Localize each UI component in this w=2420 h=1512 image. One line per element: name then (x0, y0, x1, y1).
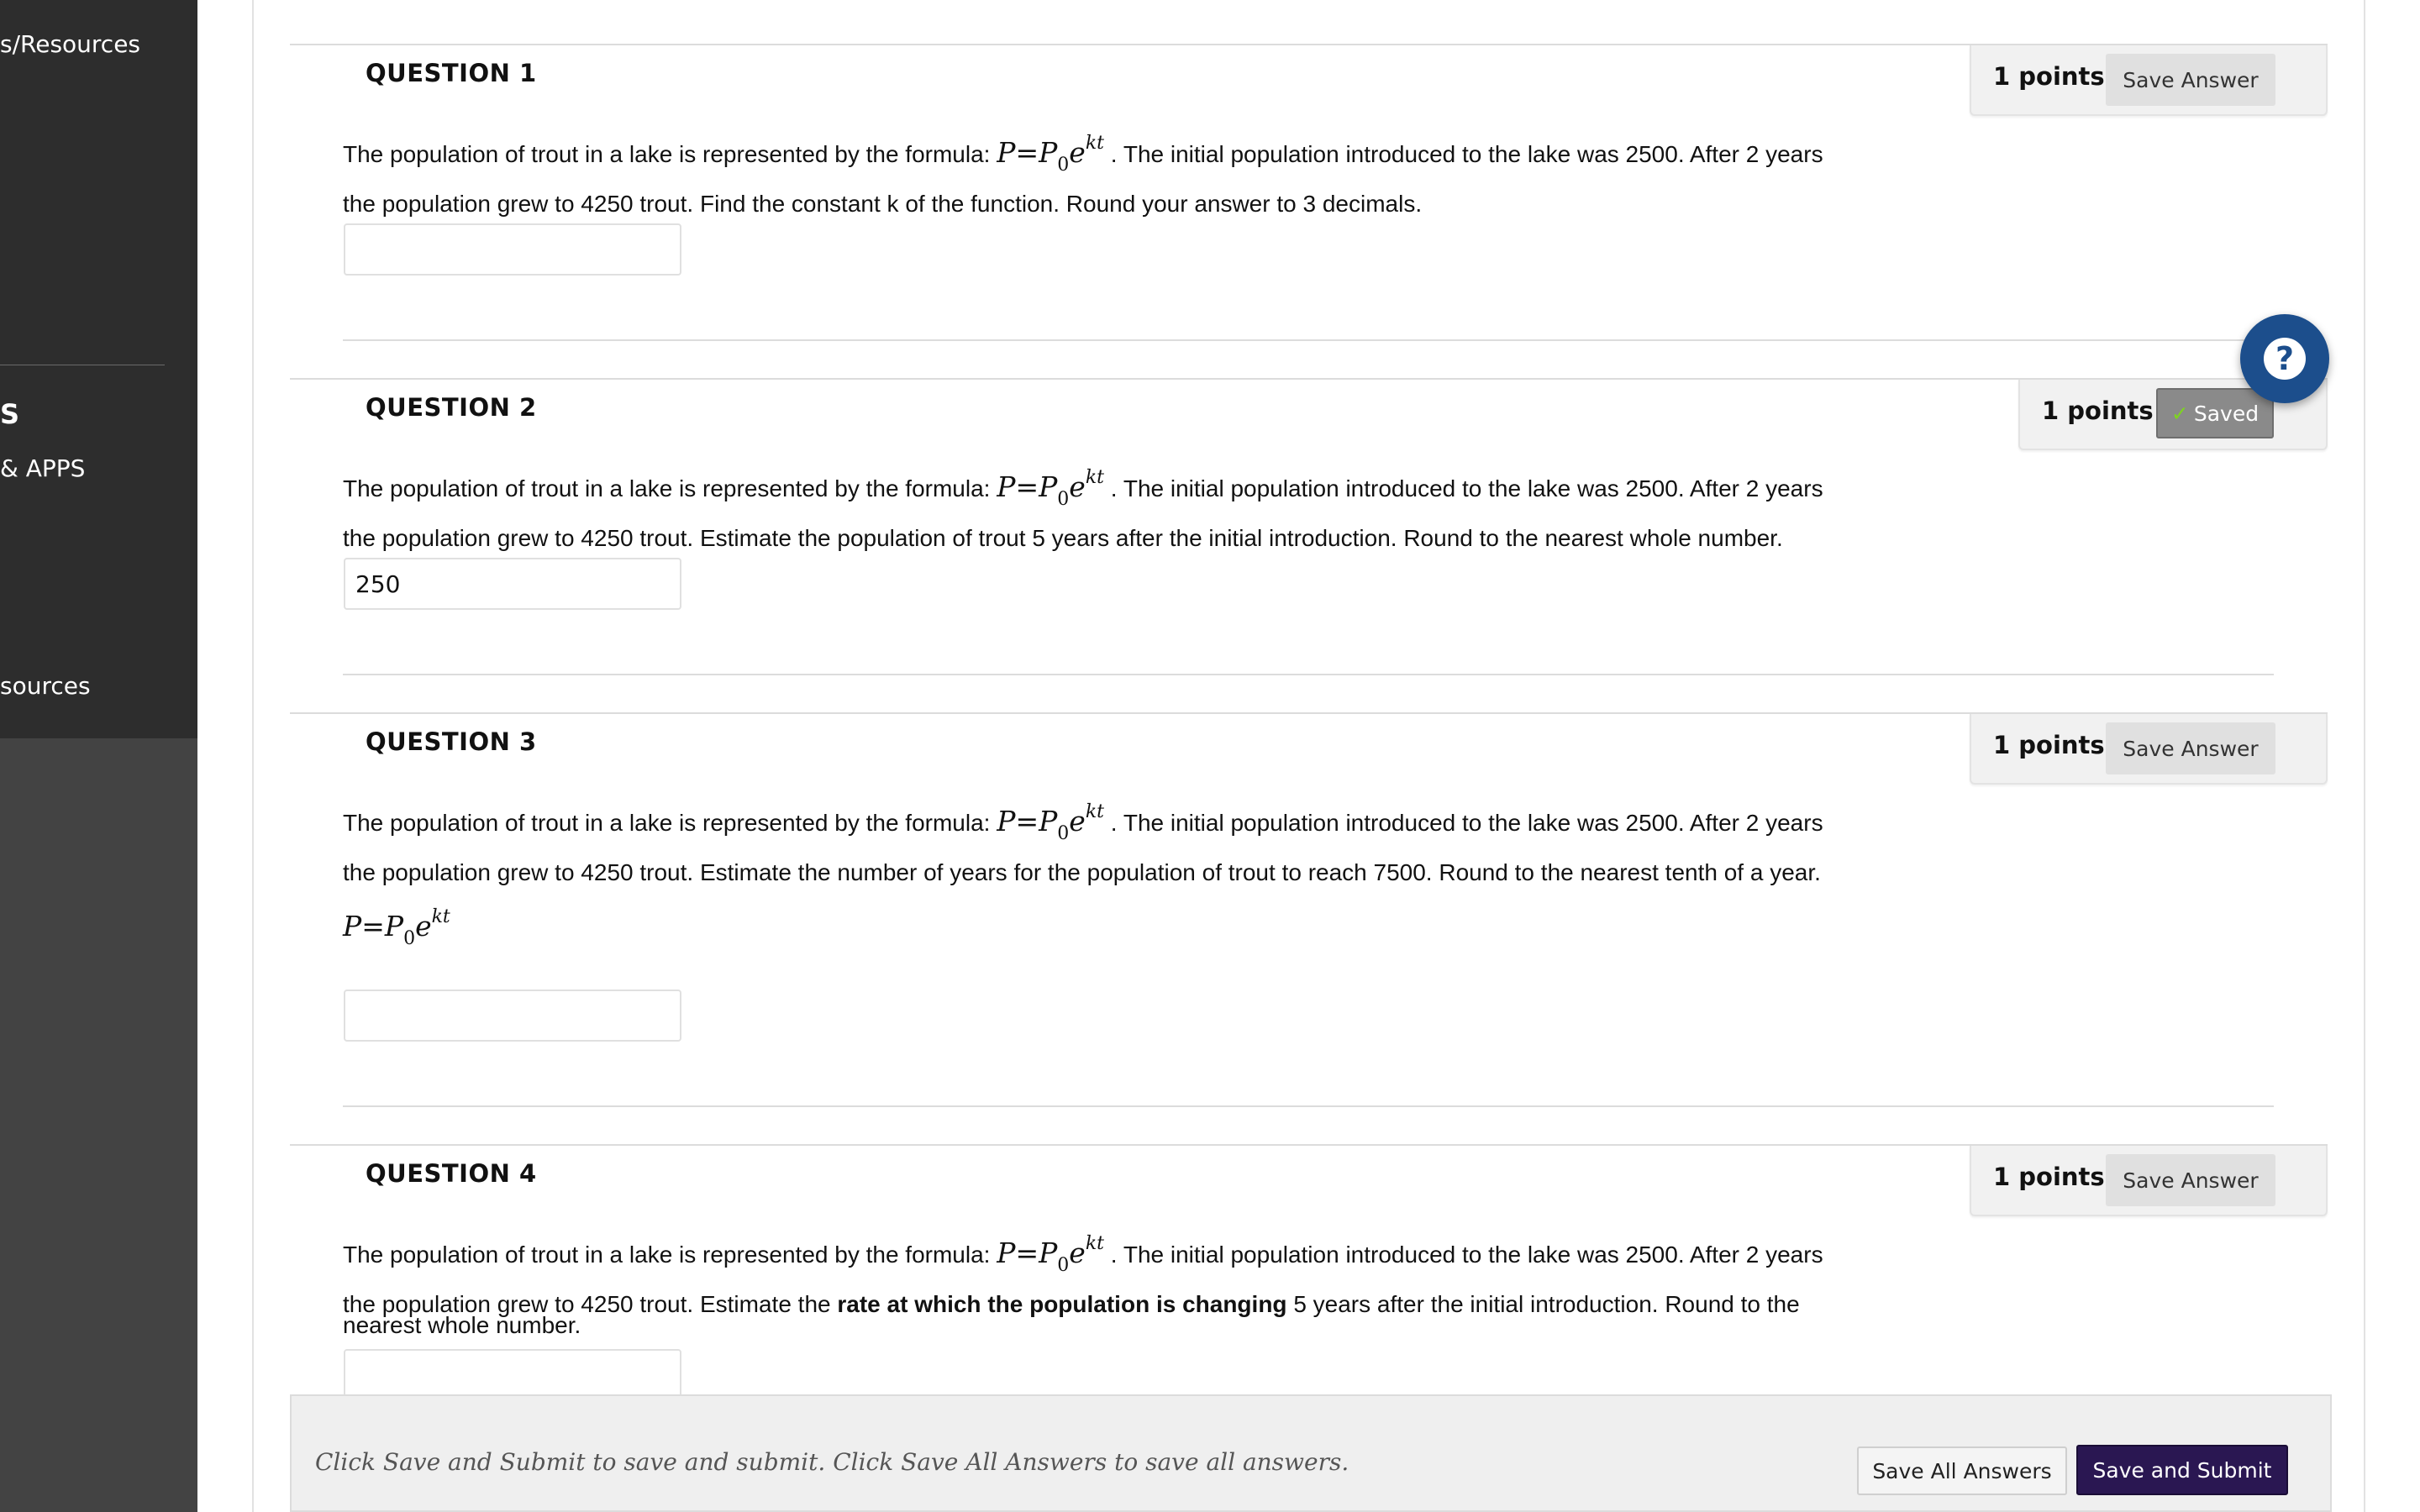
question-1-text (343, 129, 1855, 228)
question-4-points-box (1970, 1146, 2328, 1216)
question-4-title: QUESTION 4 (366, 1159, 537, 1188)
sidebar (0, 0, 197, 1512)
question-1-formula: $P=P_0e^{kt}$ (997, 133, 1104, 176)
content-frame-right-border (2364, 0, 2365, 1512)
question-2-points: 1 points (2042, 396, 2154, 425)
question-1-answer-input[interactable] (344, 223, 681, 276)
question-4-formula: $P=P_0e^{kt}$ (997, 1233, 1104, 1276)
question-3-points: 1 points (1993, 731, 2105, 759)
sidebar-item-resources[interactable]: s/Resources (0, 30, 141, 58)
question-2-title: QUESTION 2 (366, 393, 537, 422)
question-2-text-before: The population of trout in a lake is represented by the formula: (343, 475, 991, 501)
question-3-title: QUESTION 3 (366, 727, 537, 756)
question-1-bottom-divider (343, 339, 2274, 341)
save-all-answers-button[interactable]: Save All Answers (1857, 1446, 2067, 1495)
checkmark-icon: ✓ (2170, 401, 2189, 426)
question-2-text-after: . The initial population introduced to the lake was 2500. After 2 years (1110, 475, 1823, 501)
sidebar-section-heading: S (0, 398, 20, 430)
question-2-text (343, 464, 1855, 562)
question-3-standalone-formula: $P=P_0e^{kt}$ (343, 906, 450, 949)
question-mark-icon: ? (2264, 338, 2306, 380)
help-button[interactable] (2240, 314, 2329, 403)
question-3-answer-input[interactable] (344, 990, 681, 1042)
question-1-text-before: The population of trout in a lake is represented by the formula: (343, 141, 991, 167)
question-2-saved-button[interactable] (2156, 388, 2274, 438)
sidebar-item-apps[interactable]: & APPS (0, 454, 86, 482)
question-3-points-box (1970, 714, 2328, 785)
question-4-points: 1 points (1993, 1163, 2105, 1191)
question-1-text-after: . The initial population introduced to the lake was 2500. After 2 years (1110, 141, 1823, 167)
save-and-submit-button[interactable]: Save and Submit (2076, 1445, 2288, 1495)
question-2-formula: $P=P_0e^{kt}$ (997, 467, 1104, 510)
question-4-save-answer-button[interactable]: Save Answer (2106, 1154, 2275, 1206)
question-2-bottom-divider (343, 674, 2274, 675)
question-1-points: 1 points (1993, 62, 2105, 91)
question-4-text-line2-before: the population grew to 4250 trout. Estimate the (343, 1291, 831, 1317)
content-frame-left-border (252, 0, 254, 1512)
question-2-answer-input[interactable] (344, 558, 681, 610)
question-1-points-box (1970, 45, 2328, 116)
question-3-text-before: The population of trout in a lake is represented by the formula: (343, 810, 991, 836)
question-2-saved-label: Saved (2193, 401, 2260, 426)
submit-bar (290, 1394, 2332, 1512)
question-4-text-emphasis: rate at which the population is changing (837, 1291, 1287, 1317)
question-3-formula: $P=P_0e^{kt}$ (997, 801, 1104, 844)
question-3-save-answer-button[interactable]: Save Answer (2106, 722, 2275, 774)
question-4-text-before: The population of trout in a lake is represented by the formula: (343, 1242, 991, 1268)
question-4-text-line3: nearest whole number. (343, 1312, 581, 1338)
question-4-answer-input[interactable] (344, 1349, 681, 1401)
question-1-text-line2: the population grew to 4250 trout. Find the constant k of the function. Round your answer to 3 decimals. (343, 191, 1423, 217)
question-4-text-line2-after: 5 years after the initial introduction. Round to the (1293, 1291, 1800, 1317)
sidebar-item-sources[interactable]: sources (0, 672, 91, 700)
question-3-text-line2: the population grew to 4250 trout. Estimate the number of years for the population of trout to reach 7500. Round to the nearest tenth of a year. (343, 859, 1821, 885)
question-1-save-answer-button[interactable]: Save Answer (2106, 54, 2275, 106)
question-4-text-after: . The initial population introduced to the lake was 2500. After 2 years (1110, 1242, 1823, 1268)
sidebar-top-panel (0, 0, 197, 738)
question-3-bottom-divider (343, 1105, 2274, 1107)
submit-instructions: Click Save and Submit to save and submit. Click Save All Answers to save all answers. (315, 1448, 1349, 1476)
question-2-text-line2: the population grew to 4250 trout. Estimate the population of trout 5 years after the initial introduction. Round to the nearest whole number. (343, 525, 1783, 551)
question-3-text-after: . The initial population introduced to the lake was 2500. After 2 years (1110, 810, 1823, 836)
question-1-title: QUESTION 1 (366, 59, 537, 87)
question-3-text (343, 798, 1855, 954)
